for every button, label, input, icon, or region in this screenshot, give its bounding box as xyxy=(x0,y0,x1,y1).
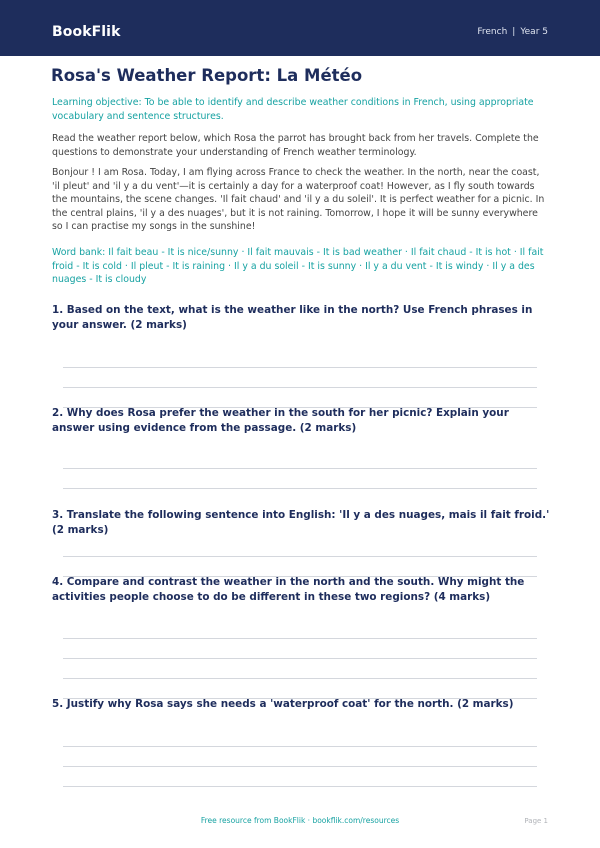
question-4: 4. Compare and contrast the weather in the north and the south. Why might the activities people choose to do be different in these two regions? (4 marks) xyxy=(52,576,525,603)
answer-line[interactable] xyxy=(63,556,537,557)
weather-report: Bonjour ! I am Rosa. Today, I am flying across France to check the weather. In the north, near the coast, 'il pleut' and 'il y a du vent'—it is certainly a day for a waterproof coat! However, as I fly south towards the mountains, the scene changes. 'Il fait chaud' and 'il y a du soleil'. It is perfect weather for a picnic. In the central plains, 'il y a des nuages', but it is not raining. Tomorrow, I hope it will be sunny everywhere so I can practise my songs in the sunshine! xyxy=(52,167,545,232)
answer-line[interactable] xyxy=(63,387,537,388)
question-5: 5. Justify why Rosa says she needs a 'waterproof coat' for the north. (2 marks) xyxy=(52,698,514,710)
page-header xyxy=(0,0,600,56)
answer-line[interactable] xyxy=(63,488,537,489)
brand-logo-text: BookFlik xyxy=(52,24,121,40)
page-number: Page 1 xyxy=(524,817,548,825)
question-2: 2. Why does Rosa prefer the weather in the south for her picnic? Explain your answer using evidence from the passage. (2 marks) xyxy=(52,407,509,434)
meta-separator: | xyxy=(512,27,516,37)
year-label: Year 5 xyxy=(520,27,548,37)
word-bank: Word bank: Il fait beau - It is nice/sunny · Il fait mauvais - It is bad weather · Il fait chaud - It is hot · Il fait froid - It is cold · Il pleut - It is raining · Il y a du soleil - It is sunny · Il y a du vent - It is windy · Il y a des nuages - It is cloudy xyxy=(52,247,544,285)
answer-line[interactable] xyxy=(63,786,537,787)
answer-line[interactable] xyxy=(63,766,537,767)
answer-line[interactable] xyxy=(63,658,537,659)
answer-line[interactable] xyxy=(63,678,537,679)
subject-year-meta xyxy=(477,27,548,37)
question-3: 3. Translate the following sentence into English: 'Il y a des nuages, mais il fait froid.' (2 marks) xyxy=(52,509,550,536)
answer-line[interactable] xyxy=(63,638,537,639)
subject-label: French xyxy=(477,27,508,37)
footer-credit: Free resource from BookFlik · bookflik.com/resources xyxy=(200,816,400,825)
question-1: 1. Based on the text, what is the weather like in the north? Use French phrases in your answer. (2 marks) xyxy=(52,304,533,331)
answer-line[interactable] xyxy=(63,746,537,747)
page-title: Rosa's Weather Report: La Météo xyxy=(51,66,363,85)
instructions: Read the weather report below, which Rosa the parrot has brought back from her travels. Complete the questions to demonstrate your understanding of French weather terminology. xyxy=(52,133,539,158)
learning-objective: Learning objective: To be able to identify and describe weather conditions in French, using appropriate vocabulary and sentence structures. xyxy=(52,97,534,122)
answer-line[interactable] xyxy=(63,468,537,469)
answer-line[interactable] xyxy=(63,367,537,368)
